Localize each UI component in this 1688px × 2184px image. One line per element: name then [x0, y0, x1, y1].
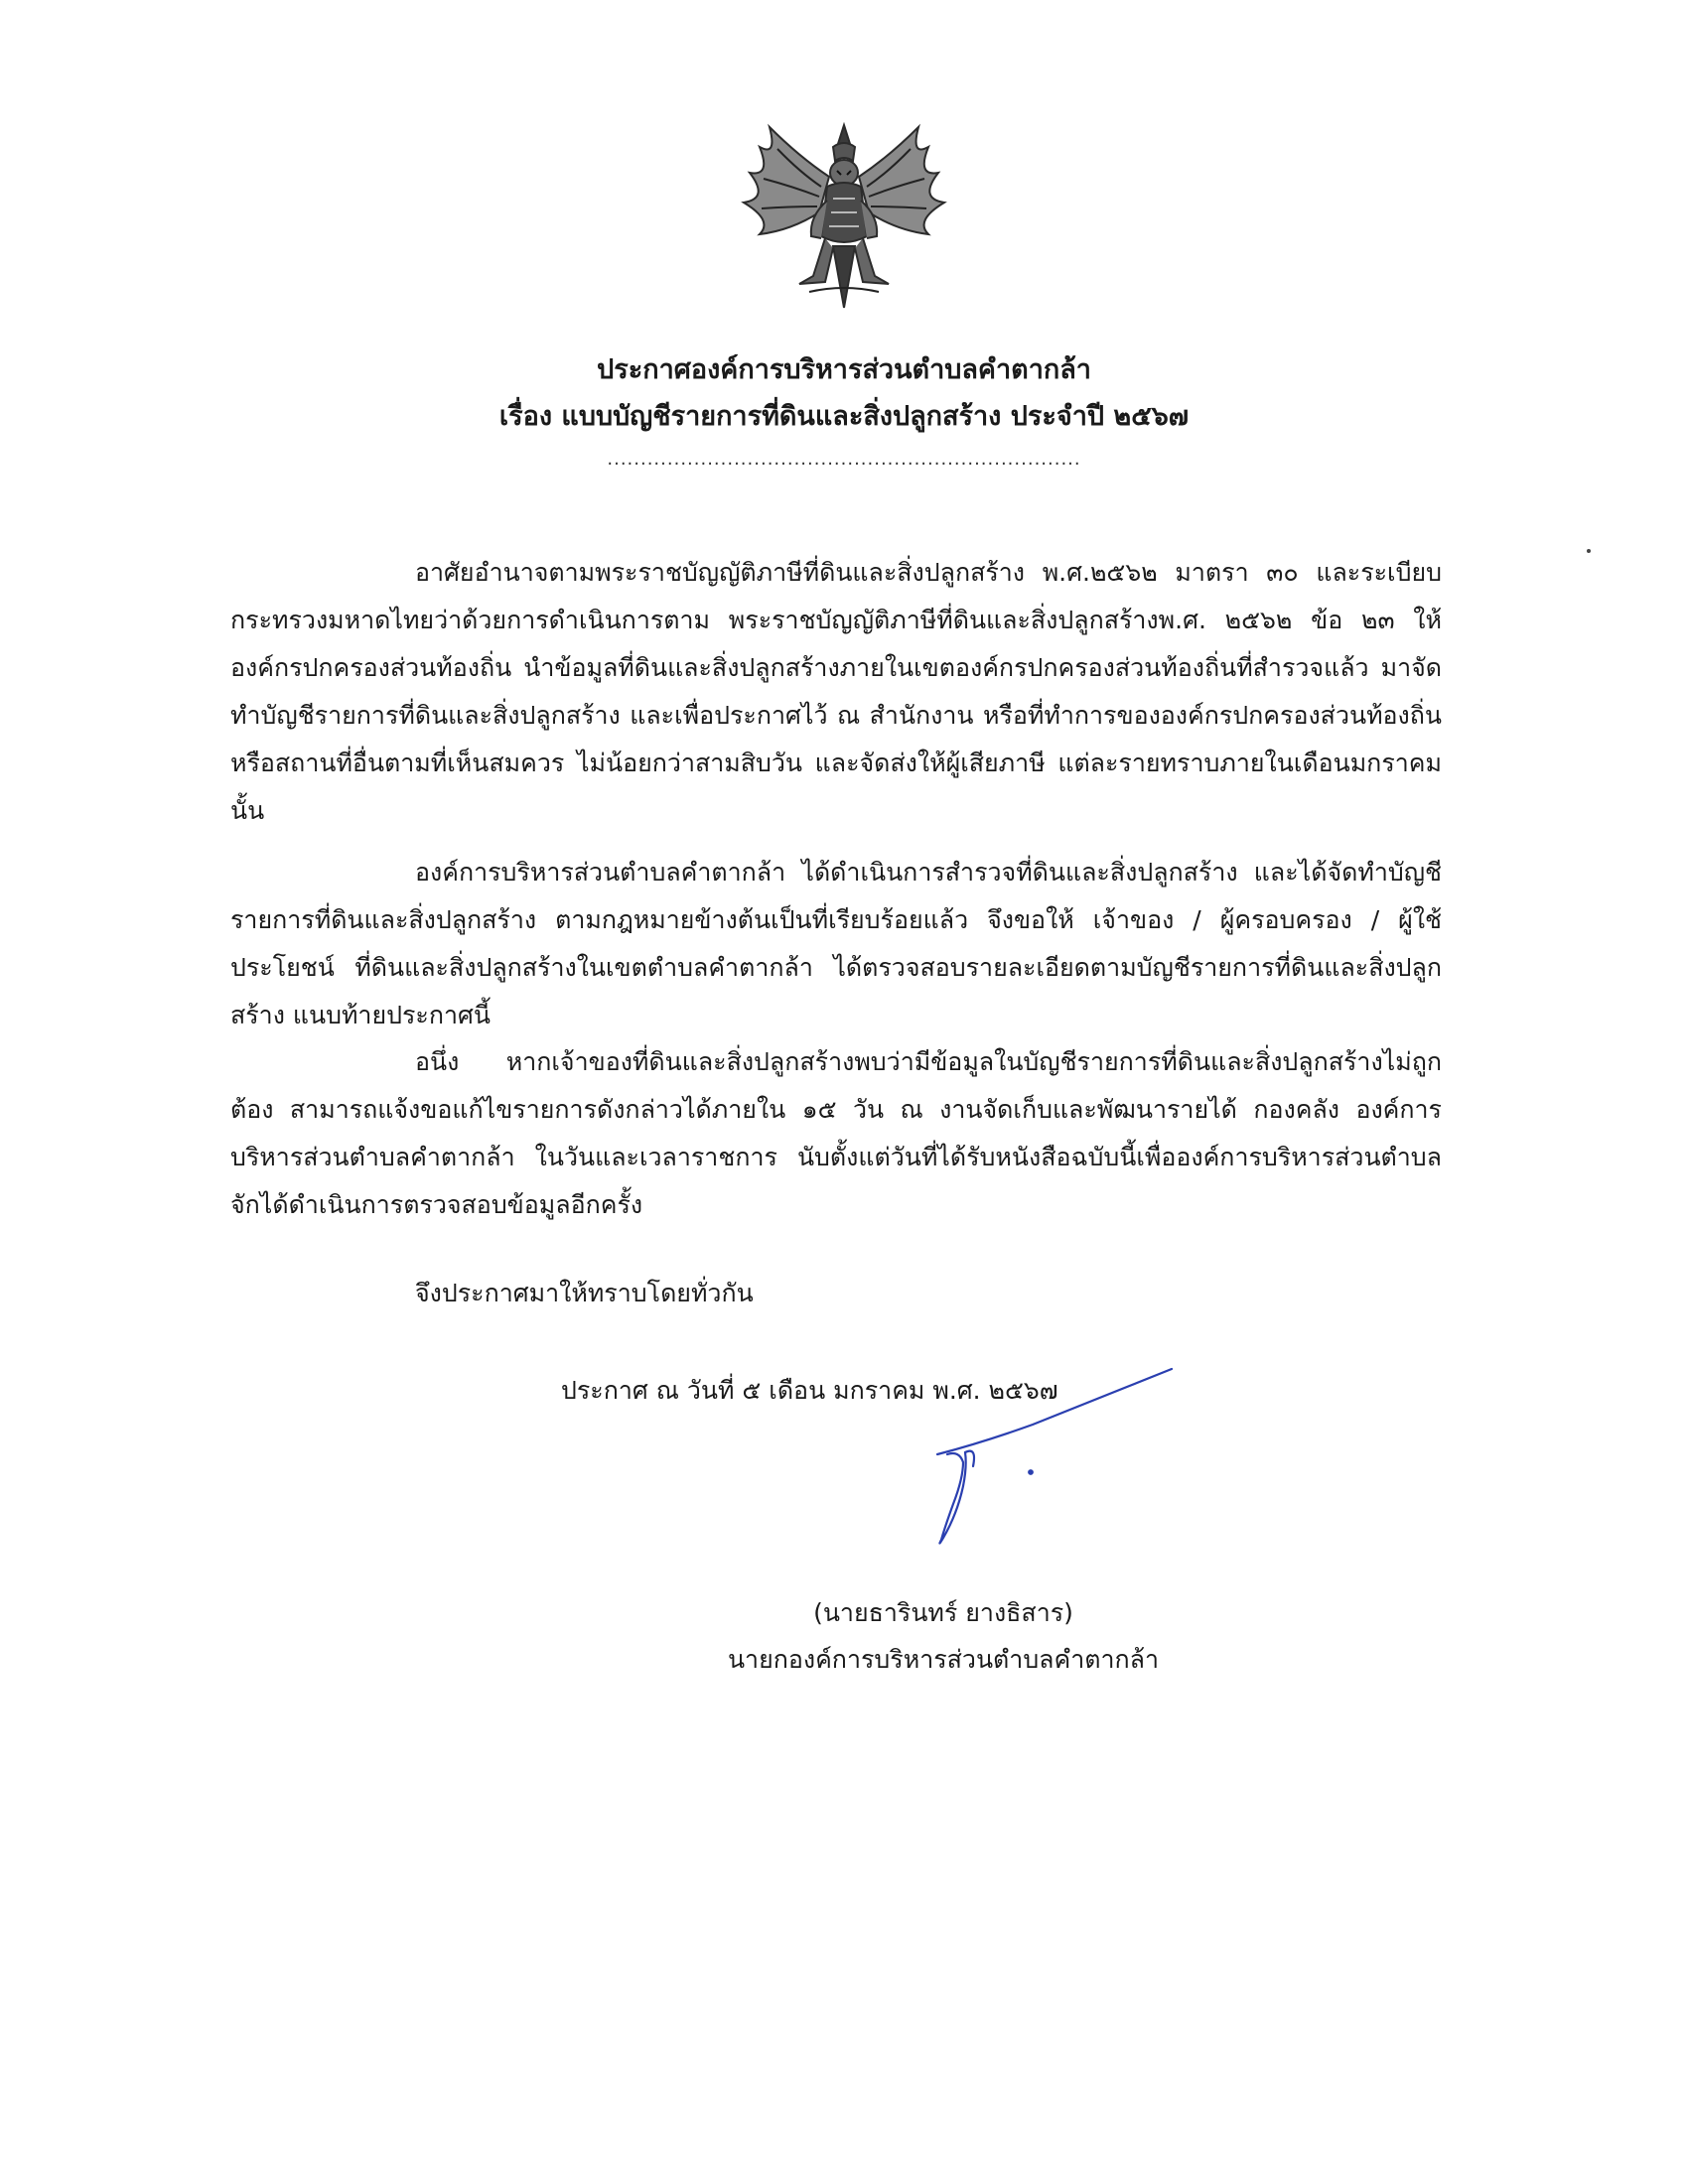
- scan-speck: [1587, 549, 1591, 553]
- signer-title: นายกองค์การบริหารส่วนตำบลคำตากล้า: [727, 1645, 1160, 1674]
- signer-name: (นายธารินทร์ ยางธิสาร): [813, 1598, 1073, 1627]
- heading-separator: .......................................................................: [607, 449, 1081, 470]
- announcement-heading: ประกาศองค์การบริหารส่วนตำบลคำตากล้า: [597, 354, 1091, 385]
- announcement-subject: เรื่อง แบบบัญชีรายการที่ดินและสิ่งปลูกสร้าง ประจำปี ๒๕๖๗: [498, 401, 1190, 432]
- handwritten-signature: [923, 1355, 1192, 1564]
- body-paragraph-3: อนึ่ง หากเจ้าของที่ดินและสิ่งปลูกสร้างพบว่ามีข้อมูลในบัญชีรายการที่ดินและสิ่งปลูกสร้างไม่ถูกต้อง สามารถแจ้งขอแก้ไขรายการดังกล่าวได้ภายใน ๑๕ วัน ณ งานจัดเก็บและพัฒนารายได้ กองคลัง องค์การบริหารส่วนตำบลคำตากล้า ในวันและเวลาราชการ นับตั้งแต่วันที่ได้รับหนังสือฉบับนี้เพื่อองค์การบริหารส่วนตำบลจักได้ดำเนินการตรวจสอบข้อมูลอีกครั้ง: [230, 1047, 1442, 1219]
- garuda-emblem-icon: [730, 117, 958, 316]
- announcement-date: ประกาศ ณ วันที่ ๕ เดือน มกราคม พ.ศ. ๒๕๖๗: [561, 1376, 1058, 1405]
- body-paragraph-1: อาศัยอำนาจตามพระราชบัญญัติภาษีที่ดินและสิ่งปลูกสร้าง พ.ศ.๒๕๖๒ มาตรา ๓๐ และระเบียบกระทรวงมหาดไทยว่าด้วยการดำเนินการตาม พระราชบัญญัติภาษีที่ดินและสิ่งปลูกสร้างพ.ศ. ๒๕๖๒ ข้อ ๒๓ ให้องค์กรปกครองส่วนท้องถิ่น นำข้อมูลที่ดินและสิ่งปลูกสร้างภายในเขตองค์กรปกครองส่วนท้องถิ่นที่สำรวจแล้ว มาจัดทำบัญชีรายการที่ดินและสิ่งปลูกสร้าง และเพื่อประกาศไว้ ณ สำนักงาน หรือที่ทำการขององค์กรปกครองส่วนท้องถิ่น หรือสถานที่อื่นตามที่เห็นสมควร ไม่น้อยกว่าสามสิบวัน และจัดส่งให้ผู้เสียภาษี แต่ละรายทราบภายในเดือนมกราคม นั้น: [230, 558, 1442, 825]
- body-paragraph-2: องค์การบริหารส่วนตำบลคำตากล้า ได้ดำเนินการสำรวจที่ดินและสิ่งปลูกสร้าง และได้จัดทำบัญชีรายการที่ดินและสิ่งปลูกสร้าง ตามกฎหมายข้างต้นเป็นที่เรียบร้อยแล้ว จึงขอให้ เจ้าของ / ผู้ครอบครอง / ผู้ใช้ประโยชน์ ที่ดินและสิ่งปลูกสร้างในเขตตำบลคำตากล้า ได้ตรวจสอบรายละเอียดตามบัญชีรายการที่ดินและสิ่งปลูกสร้าง แนบท้ายประกาศนี้: [230, 858, 1442, 1029]
- closing-statement: จึงประกาศมาให้ทราบโดยทั่วกัน: [415, 1279, 754, 1307]
